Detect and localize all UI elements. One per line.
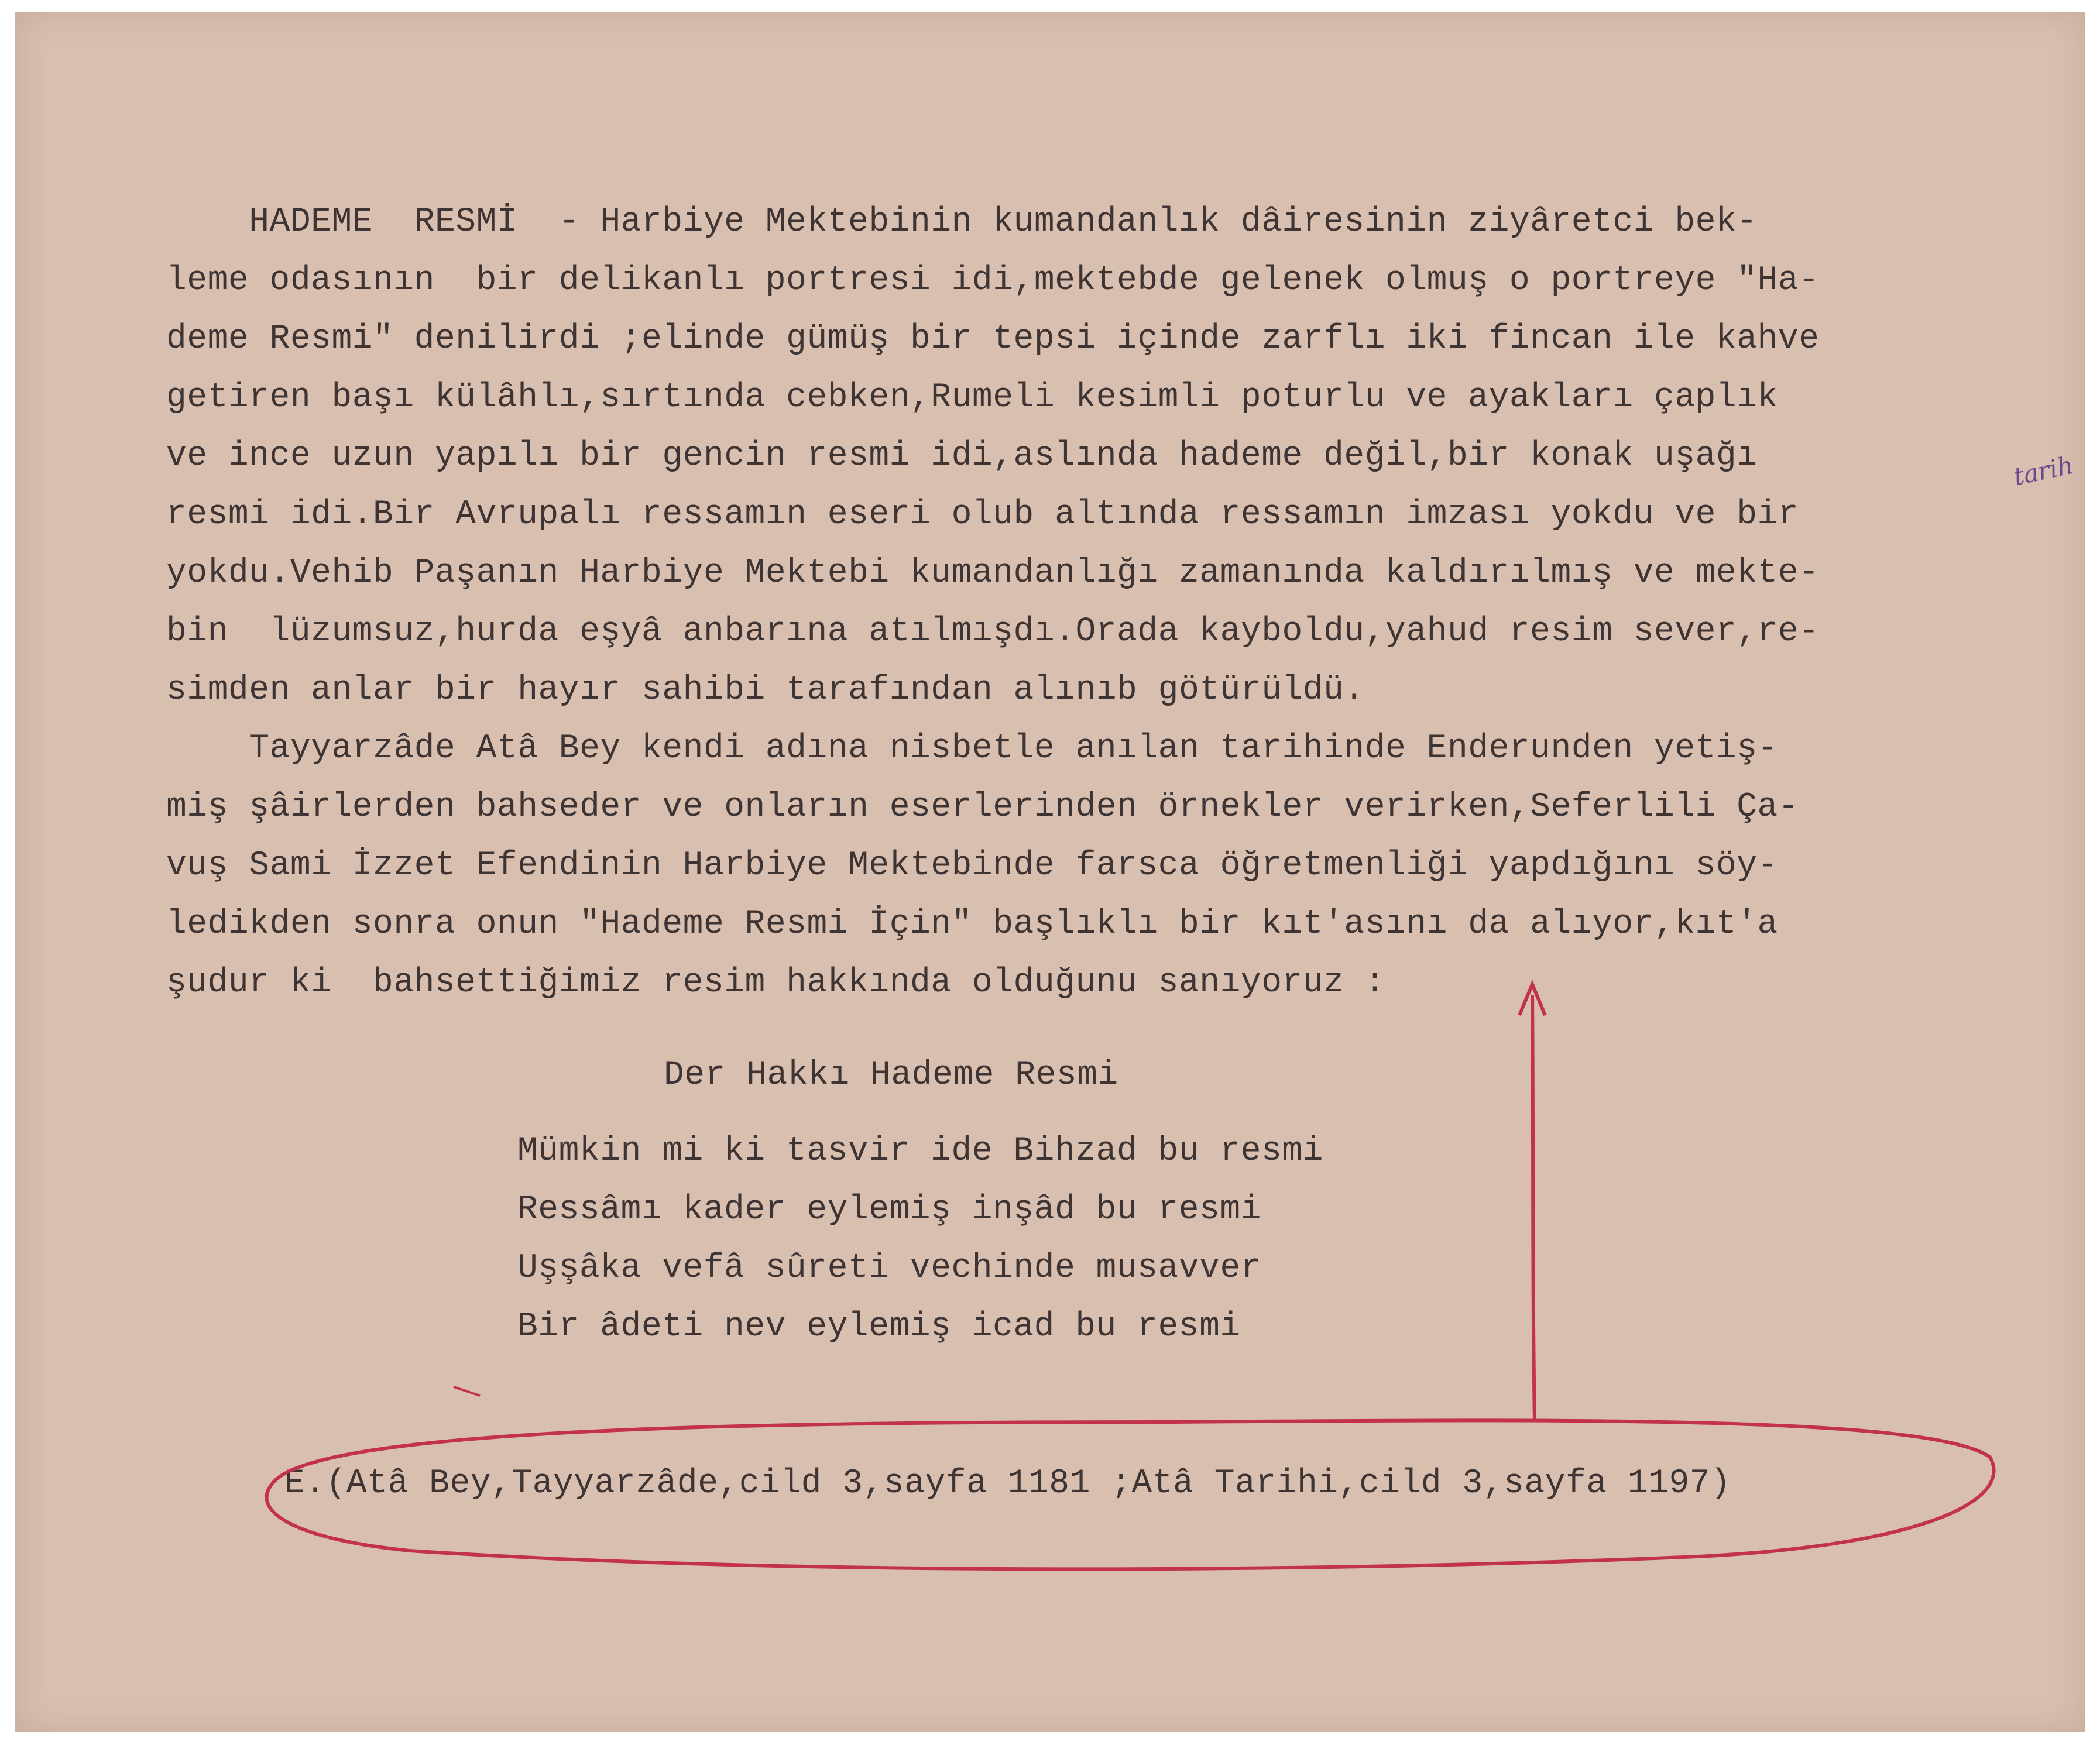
- body-line: yokdu.Vehib Paşanın Harbiye Mektebi kumandanlığı zamanında kaldırılmış ve mekte-: [166, 554, 1820, 592]
- body-line: bin lüzumsuz,hurda eşyâ anbarına atılmışdı.Orada kayboldu,yahud resim sever,re-: [166, 613, 1820, 651]
- poem-title: Der Hakkı Hademe Resmi: [664, 1056, 1118, 1094]
- body-line: getiren başı külâhlı,sırtında cebken,Rumeli kesimli poturlu ve ayakları çaplık: [166, 379, 1778, 417]
- body-line: ve ince uzun yapılı bir gencin resmi idi,aslında hademe değil,bir konak uşağı: [166, 437, 1758, 475]
- body-line: ledikden sonra onun "Hademe Resmi İçin" başlıklı bir kıt'asını da alıyor,kıt'a: [166, 905, 1778, 943]
- handwritten-note: tarih: [2011, 450, 2076, 492]
- body-line: şudur ki bahsettiğimiz resim hakkında olduğunu sanıyoruz :: [166, 964, 1386, 1002]
- body-line: miş şâirlerden bahseder ve onların eserlerinden örnekler verirken,Seferlili Ça-: [166, 788, 1799, 826]
- body-line: vuş Sami İzzet Efendinin Harbiye Mektebinde farsca öğretmenliği yapdığını söy-: [166, 847, 1778, 885]
- pencil-tick: [454, 1387, 480, 1396]
- poem-line: Uşşâka vefâ sûreti vechinde musavver: [517, 1249, 1262, 1287]
- body-line: Tayyarzâde Atâ Bey kendi adına nisbetle anılan tarihinde Enderunden yetiş-: [166, 730, 1778, 768]
- footnote: E.(Atâ Bey,Tayyarzâde,cild 3,sayfa 1181 ;Atâ Tarihi,cild 3,sayfa 1197): [284, 1465, 1731, 1503]
- body-line: HADEME RESMİ - Harbiye Mektebinin kumandanlık dâiresinin ziyâretci bek-: [166, 203, 1758, 241]
- poem-line: Mümkin mi ki tasvir ide Bihzad bu resmi: [517, 1132, 1323, 1170]
- body-line: leme odasının bir delikanlı portresi idi,mektebde gelenek olmuş o portreye "Ha-: [166, 262, 1820, 300]
- body-line: resmi idi.Bir Avrupalı ressamın eseri olub altında ressamın imzası yokdu ve bir: [166, 496, 1799, 534]
- arrow-shaft: [1532, 995, 1535, 1421]
- poem-line: Ressâmı kader eylemiş inşâd bu resmi: [517, 1191, 1262, 1229]
- body-line: deme Resmi" denilirdi ;elinde gümüş bir tepsi içinde zarflı iki fincan ile kahve: [166, 320, 1820, 358]
- body-line: simden anlar bir hayır sahibi tarafından alınıb götürüldü.: [166, 671, 1365, 709]
- footnote-circle: [267, 1420, 1994, 1569]
- poem-line: Bir âdeti nev eylemiş icad bu resmi: [517, 1308, 1241, 1346]
